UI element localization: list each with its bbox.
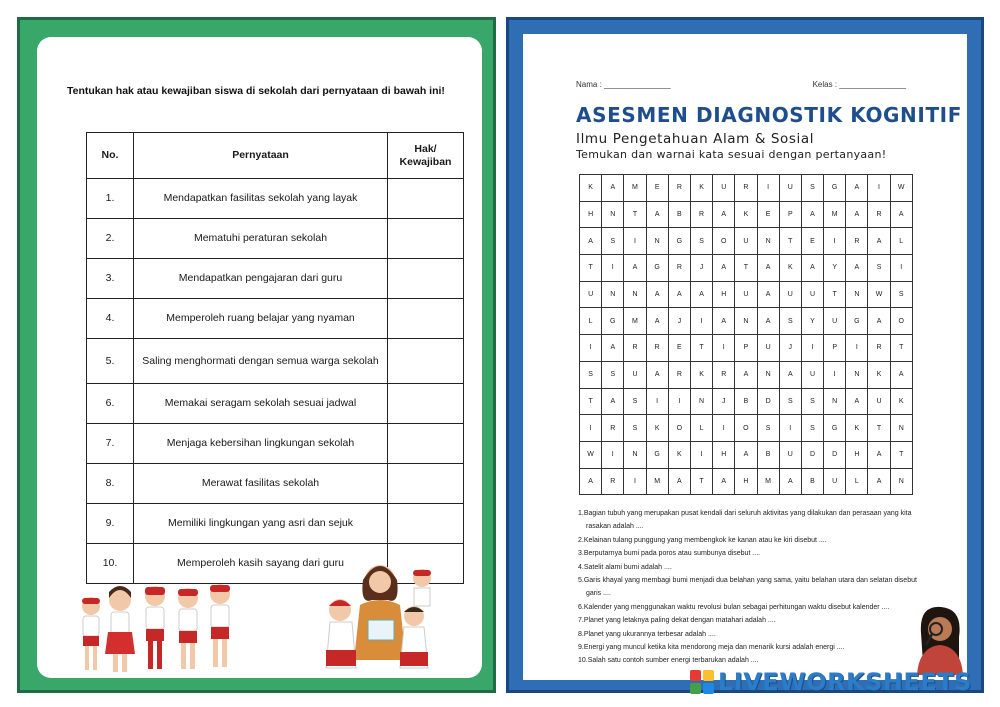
grid-cell[interactable]: W bbox=[868, 282, 890, 309]
row-number: 1. bbox=[87, 179, 134, 219]
grid-cell[interactable]: I bbox=[713, 415, 735, 442]
row-statement: Mendapatkan pengajaran dari guru bbox=[134, 259, 388, 299]
grid-cell[interactable]: A bbox=[647, 202, 669, 229]
grid-cell[interactable]: S bbox=[802, 389, 824, 416]
grid-cell[interactable]: U bbox=[735, 282, 757, 309]
grid-cell[interactable]: J bbox=[691, 255, 713, 282]
grid-cell[interactable]: U bbox=[580, 282, 602, 309]
grid-cell[interactable]: U bbox=[824, 469, 846, 496]
grid-cell[interactable]: I bbox=[602, 255, 624, 282]
grid-cell[interactable]: T bbox=[891, 335, 913, 362]
grid-cell[interactable]: R bbox=[735, 175, 757, 202]
grid-cell[interactable]: R bbox=[602, 469, 624, 496]
grid-cell[interactable]: N bbox=[846, 362, 868, 389]
grid-cell[interactable]: H bbox=[846, 442, 868, 469]
table-row bbox=[87, 179, 464, 219]
grid-cell[interactable]: S bbox=[780, 389, 802, 416]
grid-cell[interactable]: T bbox=[824, 282, 846, 309]
grid-cell[interactable]: A bbox=[580, 469, 602, 496]
grid-cell[interactable]: T bbox=[691, 469, 713, 496]
grid-cell[interactable]: S bbox=[624, 389, 646, 416]
grid-cell[interactable]: A bbox=[713, 255, 735, 282]
table-row bbox=[87, 464, 464, 504]
grid-cell[interactable]: A bbox=[602, 389, 624, 416]
question-list bbox=[578, 507, 923, 668]
grid-cell[interactable]: R bbox=[669, 255, 691, 282]
grid-cell[interactable]: A bbox=[713, 308, 735, 335]
grid-cell[interactable]: W bbox=[580, 442, 602, 469]
question-item: 10.Salah satu contoh sumber energi terbarukan adalah .... bbox=[578, 657, 759, 665]
question-item: 3.Berputarnya bumi pada poros atau sumbunya disebut .... bbox=[578, 550, 761, 558]
grid-cell[interactable]: A bbox=[891, 362, 913, 389]
grid-cell[interactable]: G bbox=[602, 308, 624, 335]
grid-cell[interactable]: K bbox=[691, 362, 713, 389]
grid-cell[interactable]: R bbox=[647, 335, 669, 362]
students-illustration bbox=[75, 572, 250, 682]
question-item: 5.Garis khayal yang membagi bumi menjadi dua belahan yang sama, yaitu belahan utara dan selatan disebut garis .... bbox=[578, 577, 917, 598]
right-page bbox=[523, 34, 967, 680]
grid-cell[interactable]: T bbox=[780, 228, 802, 255]
grid-cell[interactable]: B bbox=[735, 389, 757, 416]
grid-cell[interactable]: I bbox=[758, 175, 780, 202]
grid-cell[interactable]: L bbox=[691, 415, 713, 442]
meta-row bbox=[576, 80, 906, 89]
grid-cell[interactable]: O bbox=[735, 415, 757, 442]
word-search-grid[interactable] bbox=[579, 174, 913, 495]
grid-cell[interactable]: L bbox=[580, 308, 602, 335]
question-item: 9.Energi yang muncul ketika kita mendorong meja dan menarik kursi adalah energi .... bbox=[578, 644, 845, 652]
grid-cell[interactable]: R bbox=[669, 175, 691, 202]
grid-cell[interactable]: A bbox=[846, 175, 868, 202]
row-statement: Memakai seragam sekolah sesuai jadwal bbox=[134, 384, 388, 424]
class-field[interactable]: Kelas : _______________ bbox=[812, 80, 906, 89]
grid-cell[interactable]: N bbox=[735, 308, 757, 335]
row-statement: Memperoleh kasih sayang dari guru bbox=[134, 544, 388, 584]
grid-cell[interactable]: B bbox=[758, 442, 780, 469]
row-statement: Mendapatkan fasilitas sekolah yang layak bbox=[134, 179, 388, 219]
grid-cell[interactable]: P bbox=[780, 202, 802, 229]
grid-cell[interactable]: I bbox=[824, 228, 846, 255]
grid-cell[interactable]: S bbox=[602, 228, 624, 255]
grid-cell[interactable]: S bbox=[758, 415, 780, 442]
grid-cell[interactable]: W bbox=[891, 175, 913, 202]
grid-cell[interactable]: I bbox=[602, 442, 624, 469]
grid-cell[interactable]: I bbox=[624, 228, 646, 255]
grid-cell[interactable]: K bbox=[780, 255, 802, 282]
grid-cell[interactable]: K bbox=[891, 389, 913, 416]
grid-cell[interactable]: A bbox=[735, 362, 757, 389]
question-item: 4.Satelit alami bumi adalah .... bbox=[578, 563, 672, 571]
grid-cell[interactable]: N bbox=[624, 282, 646, 309]
header-statement: Pernyataan bbox=[134, 133, 388, 179]
grid-cell[interactable]: A bbox=[758, 255, 780, 282]
answer-cell[interactable] bbox=[388, 504, 464, 544]
grid-cell[interactable]: N bbox=[824, 389, 846, 416]
header-no: No. bbox=[87, 133, 134, 179]
grid-cell[interactable]: G bbox=[824, 175, 846, 202]
grid-cell[interactable]: A bbox=[846, 255, 868, 282]
grid-cell[interactable]: S bbox=[868, 255, 890, 282]
answer-cell[interactable] bbox=[388, 299, 464, 339]
grid-cell[interactable]: S bbox=[802, 415, 824, 442]
grid-cell[interactable]: A bbox=[758, 282, 780, 309]
answer-cell[interactable] bbox=[388, 259, 464, 299]
grid-cell[interactable]: N bbox=[691, 389, 713, 416]
grid-cell[interactable]: M bbox=[758, 469, 780, 496]
grid-cell[interactable]: P bbox=[824, 335, 846, 362]
grid-cell[interactable]: U bbox=[868, 389, 890, 416]
question-item: 2.Kelainan tulang punggung yang membengkok ke kanan atau ke kiri disebut .... bbox=[578, 536, 827, 544]
grid-cell[interactable]: J bbox=[669, 308, 691, 335]
grid-cell[interactable]: R bbox=[868, 202, 890, 229]
grid-cell[interactable]: N bbox=[624, 442, 646, 469]
grid-cell[interactable]: A bbox=[602, 335, 624, 362]
grid-cell[interactable]: N bbox=[647, 228, 669, 255]
grid-cell[interactable]: A bbox=[580, 228, 602, 255]
question-item: 1.Bagian tubuh yang merupakan pusat kendali dari seluruh aktivitas yang dilakukan dan perasaan yang kita rasakan adalah .... bbox=[578, 510, 912, 531]
row-number: 3. bbox=[87, 259, 134, 299]
row-number: 9. bbox=[87, 504, 134, 544]
grid-cell[interactable]: A bbox=[647, 282, 669, 309]
grid-cell[interactable]: U bbox=[713, 175, 735, 202]
grid-cell[interactable]: H bbox=[580, 202, 602, 229]
grid-cell[interactable]: K bbox=[868, 362, 890, 389]
row-number: 10. bbox=[87, 544, 134, 584]
grid-cell[interactable]: I bbox=[846, 335, 868, 362]
grid-cell[interactable]: G bbox=[846, 308, 868, 335]
row-statement: Mematuhi peraturan sekolah bbox=[134, 219, 388, 259]
grid-cell[interactable]: O bbox=[669, 415, 691, 442]
grid-cell[interactable]: I bbox=[713, 335, 735, 362]
header-type bbox=[388, 133, 464, 179]
row-number: 2. bbox=[87, 219, 134, 259]
answer-cell[interactable] bbox=[388, 424, 464, 464]
row-statement: Merawat fasilitas sekolah bbox=[134, 464, 388, 504]
grid-cell[interactable]: R bbox=[713, 362, 735, 389]
grid-cell[interactable]: A bbox=[669, 282, 691, 309]
grid-cell[interactable]: S bbox=[624, 415, 646, 442]
right-page-frame bbox=[506, 17, 984, 693]
answer-cell[interactable] bbox=[388, 464, 464, 504]
answer-cell[interactable] bbox=[388, 384, 464, 424]
grid-cell[interactable]: A bbox=[802, 202, 824, 229]
grid-cell[interactable]: Y bbox=[824, 255, 846, 282]
row-number: 6. bbox=[87, 384, 134, 424]
grid-cell[interactable]: I bbox=[802, 335, 824, 362]
subject-subtitle: Ilmu Pengetahuan Alam & Sosial bbox=[576, 131, 815, 147]
grid-cell[interactable]: A bbox=[647, 362, 669, 389]
grid-cell[interactable]: I bbox=[824, 362, 846, 389]
grid-cell[interactable]: S bbox=[780, 308, 802, 335]
grid-cell[interactable]: T bbox=[691, 335, 713, 362]
grid-cell[interactable]: N bbox=[758, 228, 780, 255]
grid-cell[interactable]: I bbox=[647, 389, 669, 416]
grid-cell[interactable]: K bbox=[846, 415, 868, 442]
grid-cell[interactable]: E bbox=[802, 228, 824, 255]
grid-cell[interactable]: H bbox=[735, 469, 757, 496]
rights-obligations-table bbox=[86, 132, 464, 584]
grid-cell[interactable]: K bbox=[691, 175, 713, 202]
task-instruction: Temukan dan warnai kata sesuai dengan pertanyaan! bbox=[576, 148, 887, 161]
row-statement: Menjaga kebersihan lingkungan sekolah bbox=[134, 424, 388, 464]
grid-cell[interactable]: E bbox=[647, 175, 669, 202]
grid-cell[interactable]: T bbox=[735, 255, 757, 282]
watermark-text: LIVEWORKSHEETS bbox=[718, 668, 972, 696]
row-number: 8. bbox=[87, 464, 134, 504]
answer-cell[interactable] bbox=[388, 219, 464, 259]
header-type-line1: Hak/ bbox=[414, 142, 437, 155]
grid-cell[interactable]: N bbox=[602, 202, 624, 229]
grid-cell[interactable]: A bbox=[735, 442, 757, 469]
grid-cell[interactable]: H bbox=[713, 442, 735, 469]
grid-cell[interactable]: N bbox=[891, 469, 913, 496]
grid-cell[interactable]: M bbox=[647, 469, 669, 496]
grid-cell[interactable]: M bbox=[624, 175, 646, 202]
grid-cell[interactable]: S bbox=[802, 175, 824, 202]
grid-cell[interactable]: N bbox=[602, 282, 624, 309]
grid-cell[interactable]: R bbox=[868, 335, 890, 362]
grid-cell[interactable]: S bbox=[891, 282, 913, 309]
grid-cell[interactable]: U bbox=[780, 282, 802, 309]
grid-cell[interactable]: U bbox=[780, 175, 802, 202]
grid-cell[interactable]: G bbox=[824, 415, 846, 442]
grid-cell[interactable]: A bbox=[780, 362, 802, 389]
grid-cell[interactable]: D bbox=[824, 442, 846, 469]
grid-cell[interactable]: A bbox=[624, 255, 646, 282]
grid-cell[interactable]: I bbox=[891, 255, 913, 282]
grid-cell[interactable]: K bbox=[669, 442, 691, 469]
grid-cell[interactable]: A bbox=[691, 282, 713, 309]
table-row bbox=[87, 259, 464, 299]
grid-cell[interactable]: O bbox=[891, 308, 913, 335]
row-number: 5. bbox=[87, 339, 134, 384]
grid-cell[interactable]: A bbox=[758, 308, 780, 335]
grid-cell[interactable]: I bbox=[868, 175, 890, 202]
table-row bbox=[87, 339, 464, 384]
grid-cell[interactable]: J bbox=[780, 335, 802, 362]
grid-cell[interactable]: I bbox=[580, 415, 602, 442]
grid-cell[interactable]: A bbox=[713, 469, 735, 496]
table-row bbox=[87, 219, 464, 259]
grid-cell[interactable]: I bbox=[580, 335, 602, 362]
grid-cell[interactable]: G bbox=[647, 442, 669, 469]
grid-cell[interactable]: K bbox=[580, 175, 602, 202]
grid-cell[interactable]: T bbox=[891, 442, 913, 469]
grid-cell[interactable]: T bbox=[624, 202, 646, 229]
table-row bbox=[87, 299, 464, 339]
question-item: 8.Planet yang ukurannya terbesar adalah .... bbox=[578, 630, 716, 638]
question-item: 7.Planet yang letaknya paling dekat dengan matahari adalah .... bbox=[578, 617, 776, 625]
grid-cell[interactable]: P bbox=[735, 335, 757, 362]
grid-cell[interactable]: O bbox=[713, 228, 735, 255]
table-row bbox=[87, 384, 464, 424]
grid-cell[interactable]: A bbox=[846, 389, 868, 416]
grid-cell[interactable]: K bbox=[647, 415, 669, 442]
liveworksheets-logo-icon bbox=[690, 670, 714, 694]
grid-cell[interactable]: N bbox=[846, 282, 868, 309]
grid-cell[interactable]: S bbox=[602, 362, 624, 389]
grid-cell[interactable]: T bbox=[580, 255, 602, 282]
row-statement: Memperoleh ruang belajar yang nyaman bbox=[134, 299, 388, 339]
grid-cell[interactable]: K bbox=[735, 202, 757, 229]
grid-cell[interactable]: H bbox=[713, 282, 735, 309]
teacher-illustration bbox=[310, 550, 440, 680]
name-field[interactable]: Nama : _______________ bbox=[576, 80, 671, 89]
grid-cell[interactable]: U bbox=[824, 308, 846, 335]
grid-cell[interactable]: N bbox=[891, 415, 913, 442]
grid-cell[interactable]: U bbox=[624, 362, 646, 389]
table-header-row bbox=[87, 133, 464, 179]
grid-cell[interactable]: R bbox=[669, 362, 691, 389]
row-number: 4. bbox=[87, 299, 134, 339]
grid-cell[interactable]: S bbox=[691, 228, 713, 255]
grid-cell[interactable]: A bbox=[846, 202, 868, 229]
grid-cell[interactable]: U bbox=[758, 335, 780, 362]
row-statement: Saling menghormati dengan semua warga sekolah bbox=[134, 339, 388, 384]
grid-cell[interactable]: G bbox=[669, 228, 691, 255]
table-row bbox=[87, 424, 464, 464]
grid-cell[interactable]: A bbox=[780, 469, 802, 496]
grid-cell[interactable]: E bbox=[669, 335, 691, 362]
grid-cell[interactable]: Y bbox=[802, 308, 824, 335]
grid-cell[interactable]: E bbox=[758, 202, 780, 229]
grid-cell[interactable]: U bbox=[780, 442, 802, 469]
liveworksheets-watermark bbox=[690, 668, 972, 696]
grid-cell[interactable]: R bbox=[691, 202, 713, 229]
grid-cell[interactable]: A bbox=[891, 202, 913, 229]
grid-cell[interactable]: B bbox=[669, 202, 691, 229]
grid-cell[interactable]: A bbox=[647, 308, 669, 335]
answer-cell[interactable] bbox=[388, 339, 464, 384]
grid-cell[interactable]: D bbox=[758, 389, 780, 416]
grid-cell[interactable]: R bbox=[602, 415, 624, 442]
grid-cell[interactable]: I bbox=[691, 442, 713, 469]
grid-cell[interactable]: A bbox=[868, 308, 890, 335]
grid-cell[interactable]: N bbox=[758, 362, 780, 389]
grid-cell[interactable]: A bbox=[868, 228, 890, 255]
grid-cell[interactable]: J bbox=[713, 389, 735, 416]
grid-cell[interactable]: A bbox=[868, 469, 890, 496]
grid-cell[interactable]: A bbox=[713, 202, 735, 229]
table-row bbox=[87, 504, 464, 544]
grid-cell[interactable]: M bbox=[824, 202, 846, 229]
grid-cell[interactable]: U bbox=[802, 362, 824, 389]
grid-cell[interactable]: G bbox=[647, 255, 669, 282]
grid-cell[interactable]: I bbox=[780, 415, 802, 442]
grid-cell[interactable]: U bbox=[802, 282, 824, 309]
grid-cell[interactable]: S bbox=[580, 362, 602, 389]
header-type-line2: Kewajiban bbox=[399, 155, 452, 168]
grid-cell[interactable]: L bbox=[891, 228, 913, 255]
grid-cell[interactable]: I bbox=[691, 308, 713, 335]
grid-cell[interactable]: I bbox=[624, 469, 646, 496]
grid-cell[interactable]: B bbox=[802, 469, 824, 496]
grid-cell[interactable]: A bbox=[868, 442, 890, 469]
grid-cell[interactable]: A bbox=[802, 255, 824, 282]
grid-cell[interactable]: I bbox=[669, 389, 691, 416]
row-number: 7. bbox=[87, 424, 134, 464]
grid-cell[interactable]: T bbox=[868, 415, 890, 442]
page-title: ASESMEN DIAGNOSTIK KOGNITIF bbox=[576, 103, 962, 127]
question-item: 6.Kalender yang menggunakan waktu revolusi bulan sebagai perhitungan waktu disebut kalender .... bbox=[578, 603, 890, 611]
grid-cell[interactable]: M bbox=[624, 308, 646, 335]
grid-cell[interactable]: A bbox=[669, 469, 691, 496]
grid-cell[interactable]: L bbox=[846, 469, 868, 496]
instruction-text: Tentukan hak atau kewajiban siswa di sekolah dari pernyataan di bawah ini! bbox=[67, 85, 445, 97]
grid-cell[interactable]: D bbox=[802, 442, 824, 469]
grid-cell[interactable]: R bbox=[624, 335, 646, 362]
grid-cell[interactable]: T bbox=[580, 389, 602, 416]
girl-magnifier-illustration bbox=[909, 603, 969, 675]
grid-cell[interactable]: U bbox=[735, 228, 757, 255]
grid-cell[interactable]: A bbox=[602, 175, 624, 202]
grid-cell[interactable]: R bbox=[846, 228, 868, 255]
answer-cell[interactable] bbox=[388, 179, 464, 219]
row-statement: Memiliki lingkungan yang asri dan sejuk bbox=[134, 504, 388, 544]
